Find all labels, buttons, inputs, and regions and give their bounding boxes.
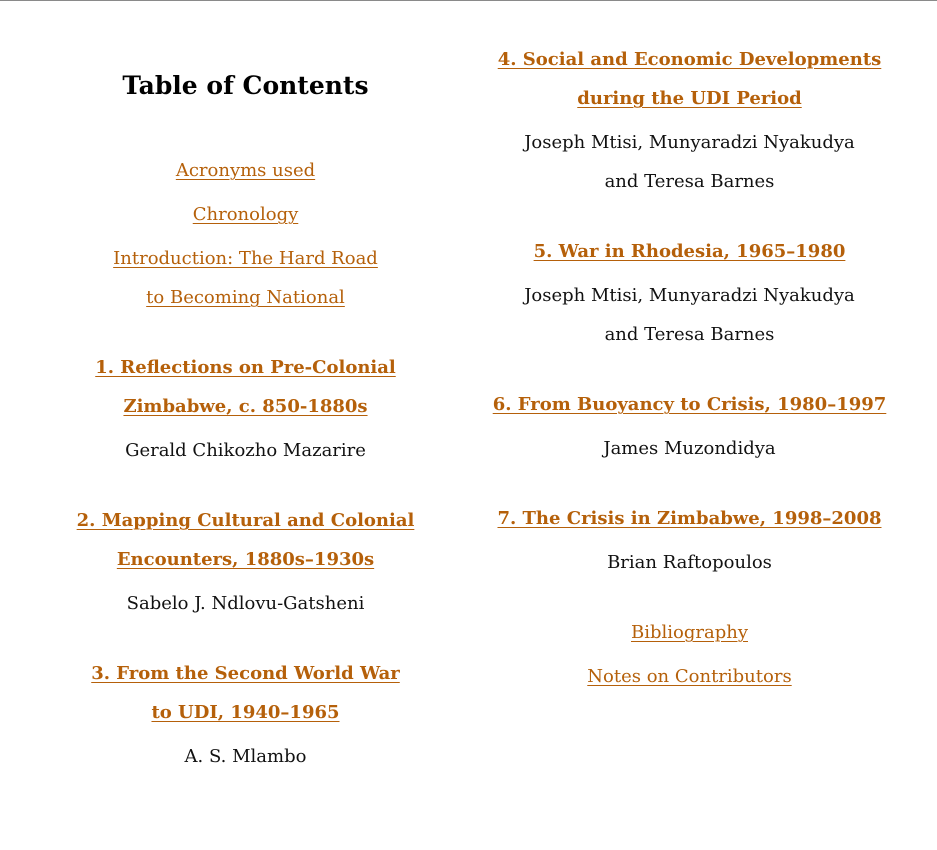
chapter-1-link[interactable] — [40, 348, 451, 426]
chapter-6-link[interactable]: 6. From Buoyancy to Crisis, 1980–1997 — [492, 394, 887, 415]
chapter-1-title-line1: 1. Reflections on Pre-Colonial — [95, 357, 396, 378]
chapter-6-author: James Muzondidya — [603, 438, 776, 459]
top-divider — [0, 0, 937, 1]
page-title: Table of Contents — [122, 71, 369, 100]
chapter-3-author: A. S. Mlambo — [184, 746, 307, 767]
chapter-5-entry — [484, 232, 895, 354]
front-matter-links — [40, 151, 451, 190]
chronology-entry — [40, 195, 451, 234]
chapter-5-author-line2: and Teresa Barnes — [604, 324, 775, 345]
chronology-link[interactable]: Chronology — [192, 204, 299, 225]
chapter-2-author: Sabelo J. Ndlovu-Gatsheni — [126, 593, 365, 614]
chapter-2-title-line1: 2. Mapping Cultural and Colonial — [76, 510, 415, 531]
introduction-entry — [40, 239, 451, 317]
contributors-link[interactable]: Notes on Contributors — [587, 666, 792, 687]
chapter-7-entry — [484, 499, 895, 582]
chapter-4-title-line1: 4. Social and Economic Developments — [497, 49, 882, 70]
introduction-link[interactable] — [40, 239, 451, 317]
bibliography-entry — [484, 613, 895, 652]
contributors-entry — [484, 657, 895, 696]
acronyms-link[interactable]: Acronyms used — [175, 160, 316, 181]
chapter-1-title-line2: Zimbabwe, c. 850-1880s — [123, 396, 368, 417]
chapter-5-link[interactable]: 5. War in Rhodesia, 1965–1980 — [533, 241, 846, 262]
introduction-link-line2: to Becoming National — [146, 287, 345, 308]
chapter-1-entry — [40, 348, 451, 470]
chapter-2-title-line2: Encounters, 1880s–1930s — [116, 549, 375, 570]
chapter-6-entry — [484, 385, 895, 468]
chapter-5-author-line1: Joseph Mtisi, Munyaradzi Nyakudya — [524, 285, 855, 306]
chapter-5-author — [484, 276, 895, 354]
chapter-4-author — [484, 123, 895, 201]
chapter-3-title-line1: 3. From the Second World War — [91, 663, 400, 684]
chapter-4-author-line2: and Teresa Barnes — [604, 171, 775, 192]
chapter-7-author: Brian Raftopoulos — [607, 552, 772, 573]
chapter-3-link[interactable] — [40, 654, 451, 732]
chapter-3-title-line2: to UDI, 1940–1965 — [151, 702, 340, 723]
chapter-4-link[interactable] — [484, 40, 895, 118]
introduction-link-line1: Introduction: The Hard Road — [113, 248, 378, 269]
chapter-3-entry — [40, 654, 451, 776]
chapter-4-title-line2: during the UDI Period — [577, 88, 802, 109]
chapter-1-author: Gerald Chikozho Mazarire — [125, 440, 366, 461]
chapter-2-link[interactable] — [40, 501, 451, 579]
bibliography-link[interactable]: Bibliography — [631, 622, 748, 643]
chapter-4-entry — [484, 40, 895, 201]
chapter-7-link[interactable]: 7. The Crisis in Zimbabwe, 1998–2008 — [497, 508, 882, 529]
chapter-4-author-line1: Joseph Mtisi, Munyaradzi Nyakudya — [524, 132, 855, 153]
chapter-2-entry — [40, 501, 451, 623]
